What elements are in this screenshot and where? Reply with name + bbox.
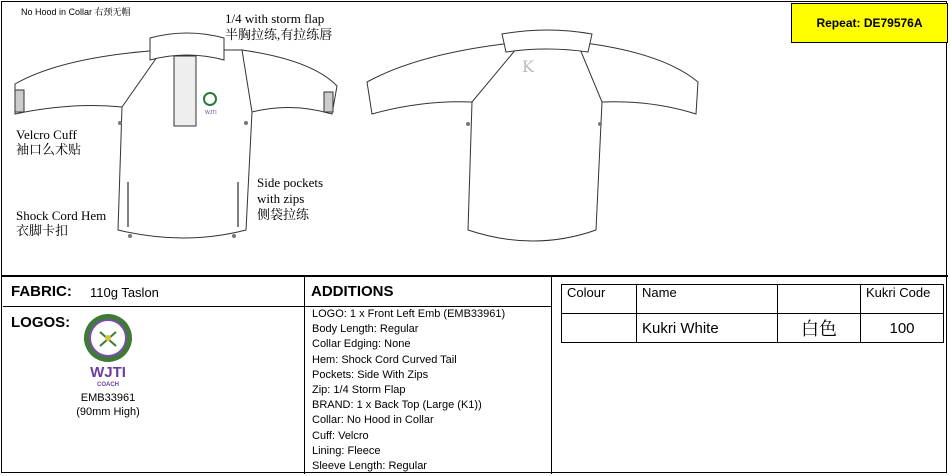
list-item: LOGO: 1 x Front Left Emb (EMB33961) — [312, 308, 506, 320]
front-right-sleeve — [242, 50, 337, 114]
pockets-label-cn: 侧袋拉练 — [257, 207, 310, 222]
pockets-label-2: with zips — [257, 191, 305, 206]
list-item: Body Length: Regular — [312, 323, 419, 336]
colour-table — [561, 284, 944, 343]
fabric-value: 110g Taslon — [90, 285, 159, 300]
logo-size: (90mm High) — [76, 406, 140, 418]
storm-flap — [174, 56, 196, 126]
list-item: Cuff: Velcro — [312, 429, 369, 442]
list-item: Sleeve Length: Regular — [312, 460, 427, 473]
garment-drawing-area — [2, 2, 948, 275]
logo-code: EMB33961 — [80, 392, 136, 404]
cell-name: Kukri White — [637, 314, 778, 343]
cell-colour — [562, 314, 637, 343]
additions-title: ADDITIONS — [311, 283, 394, 300]
header-name: Name — [637, 285, 778, 314]
table-row — [562, 285, 944, 314]
list-item: Lining: Fleece — [312, 444, 381, 457]
wjti-logo — [82, 312, 134, 364]
logos-label: LOGOS: — [11, 314, 71, 331]
list-item: BRAND: 1 x Back Top (Large (K1)) — [312, 399, 482, 412]
header-code: Kukri Code — [861, 285, 944, 314]
storm-flap-label: 1/4 with storm flap — [225, 11, 325, 26]
back-brand-mark: K — [522, 57, 534, 76]
repeat-badge: Repeat: DE79576A — [791, 3, 948, 43]
velcro-cuff-label-cn: 袖口么术贴 — [16, 142, 82, 157]
spec-sheet — [1, 1, 947, 473]
svg-text:WJTI: WJTI — [205, 110, 217, 116]
cell-name-cn: 白色 — [778, 314, 861, 343]
garment-sketch — [2, 2, 948, 274]
shock-cord-label: Shock Cord Hem — [16, 208, 107, 223]
list-item: Hem: Shock Cord Curved Tail — [312, 353, 457, 366]
fabric-label: FABRIC: — [11, 283, 72, 300]
logo-brand-sub: COACH — [97, 382, 119, 388]
back-collar — [502, 30, 592, 52]
list-item: Collar Edging: None — [312, 338, 411, 351]
storm-flap-label-cn: 半胸拉练,有拉练唇 — [225, 27, 333, 42]
collar-note: No Hood in Collar 右颈无帽 — [21, 7, 131, 17]
list-item: Collar: No Hood in Collar — [312, 414, 434, 427]
header-colour: Colour — [562, 285, 637, 314]
header-blank — [778, 285, 861, 314]
logo-brand: WJTI — [90, 364, 126, 381]
table-row — [562, 314, 944, 343]
divider — [551, 276, 552, 474]
pockets-label-1: Side pockets — [257, 175, 324, 190]
list-item: Pockets: Side With Zips — [312, 368, 429, 381]
cell-code: 100 — [861, 314, 944, 343]
divider — [2, 275, 948, 277]
shock-cord-label-cn: 衣脚卡扣 — [16, 223, 69, 238]
additions-list — [312, 307, 505, 474]
velcro-cuff-label: Velcro Cuff — [16, 127, 77, 142]
list-item: Zip: 1/4 Storm Flap — [312, 384, 406, 397]
